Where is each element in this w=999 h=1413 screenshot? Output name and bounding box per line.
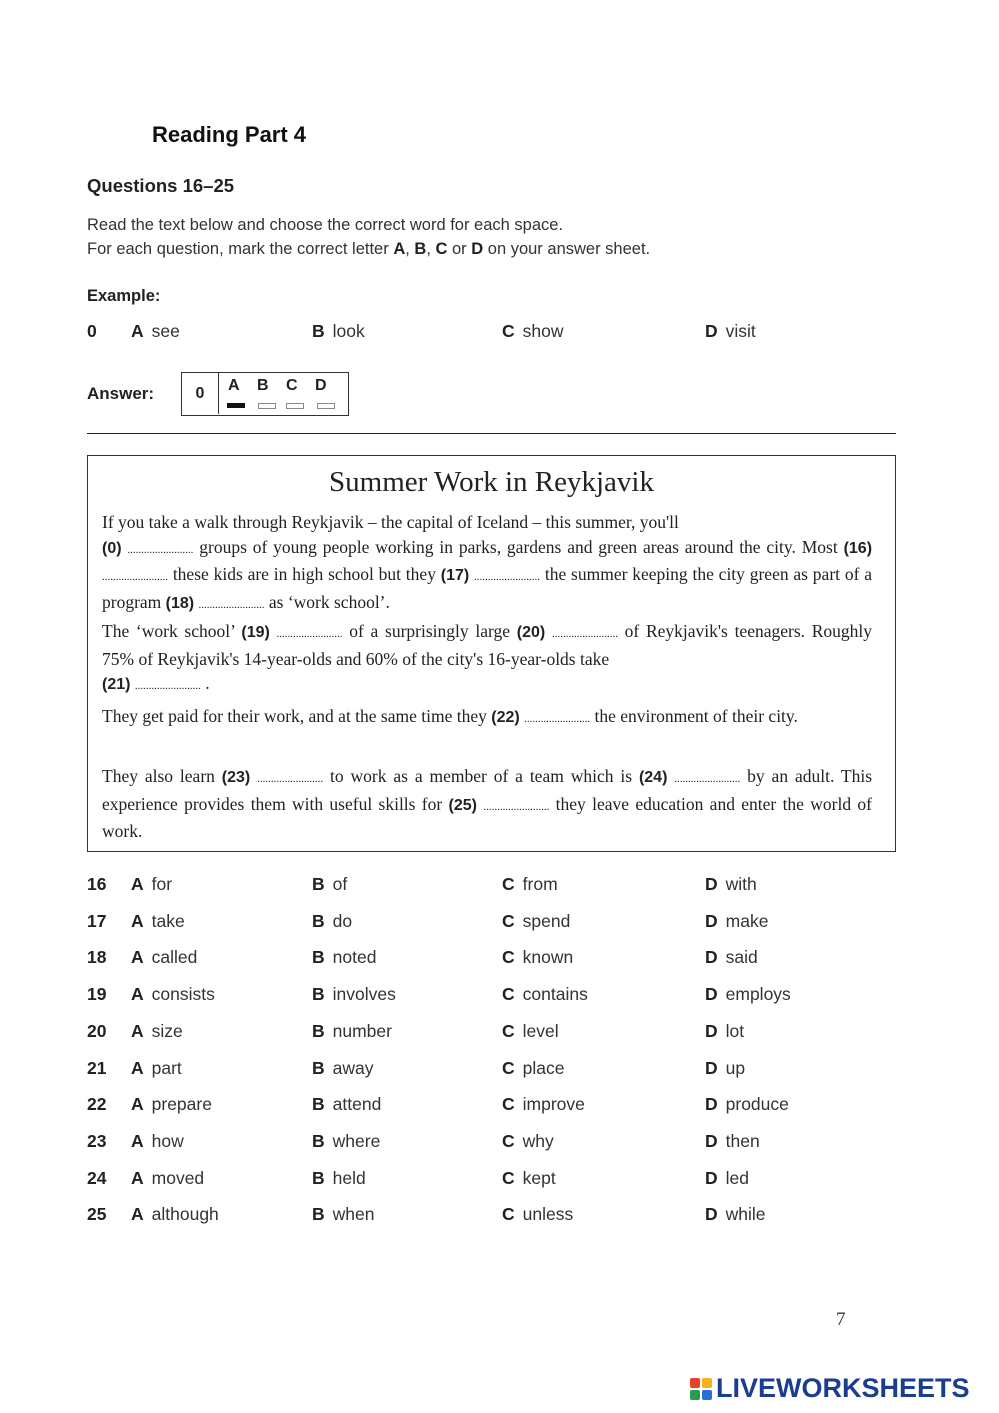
option-c[interactable]: [502, 947, 573, 968]
option-word: level: [522, 1020, 559, 1041]
option-letter: B: [312, 910, 325, 931]
question-row: [87, 1094, 847, 1124]
option-word: how: [151, 1130, 184, 1151]
question-number: 0: [87, 321, 97, 341]
option-b[interactable]: [312, 984, 396, 1005]
question-number: 17: [87, 910, 107, 931]
option-word: then: [725, 1130, 760, 1151]
question-number: 25: [87, 1204, 107, 1225]
option-letter: B: [312, 984, 325, 1005]
gap-16[interactable]: ........................: [102, 571, 168, 584]
option-word: number: [332, 1020, 392, 1041]
option-a[interactable]: [131, 1131, 184, 1152]
option-word: up: [725, 1057, 746, 1078]
gap-0[interactable]: ........................: [127, 543, 194, 556]
option-letter: C: [502, 1020, 515, 1041]
gap-24[interactable]: ........................: [674, 773, 741, 785]
option-word: place: [522, 1057, 565, 1078]
gap-20[interactable]: ........................: [551, 628, 618, 640]
option-c[interactable]: [502, 1021, 559, 1042]
option-letter: C: [502, 947, 515, 968]
option-letter: B: [312, 1057, 325, 1078]
option-word: noted: [332, 947, 377, 968]
option-word: part: [151, 1057, 182, 1078]
option-word: when: [332, 1204, 375, 1225]
instructions: [87, 213, 650, 261]
option-word: take: [151, 910, 185, 931]
option-a[interactable]: A see: [131, 321, 180, 341]
option-d[interactable]: [705, 1204, 766, 1225]
option-d[interactable]: [705, 911, 768, 932]
answer-mark-b[interactable]: [258, 403, 276, 409]
logo-square-red: [690, 1378, 700, 1388]
gap-19[interactable]: ........................: [276, 628, 343, 640]
option-word: contains: [522, 984, 588, 1005]
option-letter: A: [131, 1057, 144, 1078]
instruction-line-2: For each question, mark the correct letter A, B, C or D on your answer sheet.: [87, 240, 651, 258]
option-word: of: [332, 874, 348, 894]
option-d[interactable]: D visit: [705, 321, 756, 341]
option-letter: C: [502, 910, 515, 931]
option-a[interactable]: [131, 874, 172, 895]
option-a[interactable]: [131, 911, 185, 932]
option-letter: C: [502, 984, 515, 1005]
option-letter: A: [131, 874, 144, 894]
option-b[interactable]: B look: [312, 321, 365, 341]
option-a[interactable]: [131, 1058, 182, 1079]
paragraph-3: They get paid for their work, and at the same time they (22) ........................ the environment of their city.: [102, 706, 798, 726]
option-word: called: [151, 947, 198, 968]
paragraph-2: The ‘work school’ (19) ........................ of a surprisingly large (20) ........................ of Reykjavik's teenagers. Roughly 75% of Reykjavik's 14-year-olds and 60% of the city's 16-year-olds take (21) ........................ .: [102, 621, 873, 694]
option-d[interactable]: [705, 1168, 749, 1189]
option-letter: A: [131, 1130, 144, 1151]
option-letter: A: [131, 910, 144, 931]
option-letter: B: [312, 947, 325, 968]
question-number: 20: [87, 1020, 107, 1041]
option-word: prepare: [151, 1094, 212, 1115]
question-row: [87, 1058, 847, 1088]
option-c[interactable]: [502, 1058, 564, 1079]
option-word: produce: [725, 1094, 789, 1115]
option-word: moved: [151, 1167, 205, 1188]
option-b[interactable]: [312, 1131, 380, 1152]
option-letter: B: [312, 1094, 325, 1115]
instruction-line-1: Read the text below and choose the correct word for each space.: [87, 216, 564, 234]
option-word: do: [332, 910, 353, 931]
option-letter: C: [502, 1130, 515, 1151]
option-letter: A: [131, 984, 144, 1005]
option-word: lot: [725, 1020, 745, 1041]
question-number: 16: [87, 874, 107, 894]
option-letter: D: [705, 947, 718, 968]
option-letter: A: [131, 1094, 144, 1115]
question-row: [87, 1021, 847, 1051]
option-word: while: [725, 1204, 766, 1225]
option-word: from: [522, 874, 558, 894]
option-letter: D: [705, 1167, 718, 1188]
option-word: said: [725, 947, 758, 968]
reading-text-box: [87, 455, 896, 852]
option-letter: C: [502, 874, 515, 894]
question-number: 23: [87, 1130, 107, 1151]
answer-letters: [228, 377, 344, 395]
option-b[interactable]: [312, 874, 347, 895]
divider: [87, 433, 896, 434]
logo-square-green: [690, 1390, 700, 1400]
option-b[interactable]: [312, 1168, 366, 1189]
question-number: 21: [87, 1057, 107, 1078]
option-letter: B: [312, 874, 325, 894]
option-word: size: [151, 1020, 183, 1041]
option-word: improve: [522, 1094, 585, 1115]
option-word: where: [332, 1130, 381, 1151]
page-heading: Reading Part 4: [152, 122, 307, 147]
option-word: consists: [151, 984, 215, 1005]
question-row: [87, 1131, 847, 1161]
option-letter: C: [502, 1094, 515, 1115]
option-letter: A: [131, 1167, 144, 1188]
option-a[interactable]: [131, 984, 215, 1005]
answer-letter-a: A: [228, 377, 240, 394]
option-b[interactable]: [312, 947, 376, 968]
answer-number: 0: [182, 373, 219, 414]
option-letter: C: [502, 1167, 515, 1188]
option-d[interactable]: [705, 1058, 745, 1079]
text-title: Summer Work in Reykjavik: [329, 466, 654, 498]
option-letter: A: [131, 1020, 144, 1041]
option-word: known: [522, 947, 574, 968]
option-c[interactable]: [502, 1131, 554, 1152]
question-number: 22: [87, 1094, 107, 1115]
option-d[interactable]: [705, 984, 791, 1005]
option-letter: D: [705, 1020, 718, 1041]
question-number: 19: [87, 984, 107, 1005]
question-row: [87, 984, 847, 1014]
option-d[interactable]: [705, 1094, 789, 1115]
option-word: with: [725, 874, 757, 894]
option-c[interactable]: C show: [502, 321, 564, 341]
option-letter: B: [312, 1167, 325, 1188]
answer-mark-c[interactable]: [286, 403, 304, 409]
question-number: 18: [87, 947, 107, 968]
liveworksheets-logo-icon: [690, 1378, 712, 1400]
answer-letter-b: B: [257, 377, 269, 394]
option-letter: D: [705, 1204, 718, 1225]
option-a[interactable]: [131, 947, 197, 968]
example-row: [87, 321, 847, 351]
option-word: involves: [332, 984, 396, 1005]
option-letter: D: [705, 1057, 718, 1078]
option-d[interactable]: [705, 947, 758, 968]
option-d[interactable]: [705, 1131, 760, 1152]
option-d[interactable]: [705, 1021, 744, 1042]
question-row: [87, 874, 847, 904]
option-a[interactable]: [131, 1168, 204, 1189]
question-row: [87, 1168, 847, 1198]
answer-label: Answer:: [87, 384, 155, 403]
option-word: for: [151, 874, 173, 894]
option-word: spend: [522, 910, 571, 931]
option-letter: D: [705, 1130, 718, 1151]
example-label: Example:: [87, 287, 161, 305]
gap-23[interactable]: ........................: [257, 773, 324, 785]
option-b[interactable]: [312, 1058, 374, 1079]
answer-mark-a-filled[interactable]: [227, 403, 245, 408]
option-b[interactable]: [312, 1021, 392, 1042]
option-letter: D: [705, 874, 718, 894]
option-letter: B: [312, 1130, 325, 1151]
question-row: [87, 911, 847, 941]
gap-21[interactable]: ........................: [134, 680, 201, 693]
option-c[interactable]: [502, 874, 558, 895]
option-d[interactable]: [705, 874, 757, 895]
question-number: 24: [87, 1167, 107, 1188]
logo-square-yellow: [702, 1378, 712, 1388]
logo-text: LIVEWORKSHEETS: [716, 1373, 970, 1403]
option-a[interactable]: [131, 1094, 212, 1115]
option-letter: B: [312, 1020, 325, 1041]
page-number: 7: [836, 1309, 846, 1330]
gap-22[interactable]: ........................: [524, 713, 591, 725]
option-word: led: [725, 1167, 749, 1188]
option-c[interactable]: [502, 1094, 585, 1115]
option-c[interactable]: [502, 911, 570, 932]
option-word: employs: [725, 984, 791, 1005]
option-letter: B: [312, 1204, 325, 1225]
option-letter: A: [131, 947, 144, 968]
answer-grid: [181, 372, 349, 416]
gap-25[interactable]: ........................: [483, 800, 550, 813]
option-b[interactable]: [312, 1094, 381, 1115]
option-word: unless: [522, 1204, 574, 1225]
option-letter: A: [131, 1204, 144, 1225]
option-c[interactable]: [502, 984, 588, 1005]
option-letter: C: [502, 1057, 515, 1078]
paragraph-1: If you take a walk through Reykjavik – the capital of Iceland – this summer, you'll (0) ........................ groups of young people working in parks, gardens and green areas around the city. Most (16) ........................ these kids are in high school but they (17) ........................ the summer keeping the city green as part of a program (18) ........................ as ‘work school’.: [102, 512, 873, 612]
option-b[interactable]: [312, 911, 352, 932]
option-b[interactable]: [312, 1204, 374, 1225]
option-word: although: [151, 1204, 219, 1225]
option-c[interactable]: [502, 1168, 556, 1189]
option-word: away: [332, 1057, 374, 1078]
option-letter: D: [705, 910, 718, 931]
option-word: kept: [522, 1167, 556, 1188]
paragraph-4: They also learn (23) ........................ to work as a member of a team which is (24) ........................ by an adult. This experience provides them with useful skills for (25) ........................ they leave education and enter the world of work.: [102, 766, 873, 842]
question-row: [87, 1204, 847, 1234]
gap-17[interactable]: ........................: [474, 571, 541, 584]
answer-mark-d[interactable]: [317, 403, 335, 409]
gap-18[interactable]: ........................: [198, 598, 265, 611]
option-word: held: [332, 1167, 366, 1188]
option-letter: D: [705, 1094, 718, 1115]
option-word: why: [522, 1130, 554, 1151]
answer-letter-d: D: [315, 377, 327, 394]
option-letter: D: [705, 984, 718, 1005]
option-word: make: [725, 910, 769, 931]
logo-square-blue: [702, 1390, 712, 1400]
option-letter: C: [502, 1204, 515, 1225]
liveworksheets-logo: [690, 1373, 970, 1404]
question-row: [87, 947, 847, 977]
questions-title: Questions 16–25: [87, 175, 235, 196]
option-c[interactable]: [502, 1204, 573, 1225]
option-a[interactable]: [131, 1021, 183, 1042]
option-a[interactable]: [131, 1204, 219, 1225]
answer-letter-c: C: [286, 377, 298, 394]
option-word: attend: [332, 1094, 382, 1115]
